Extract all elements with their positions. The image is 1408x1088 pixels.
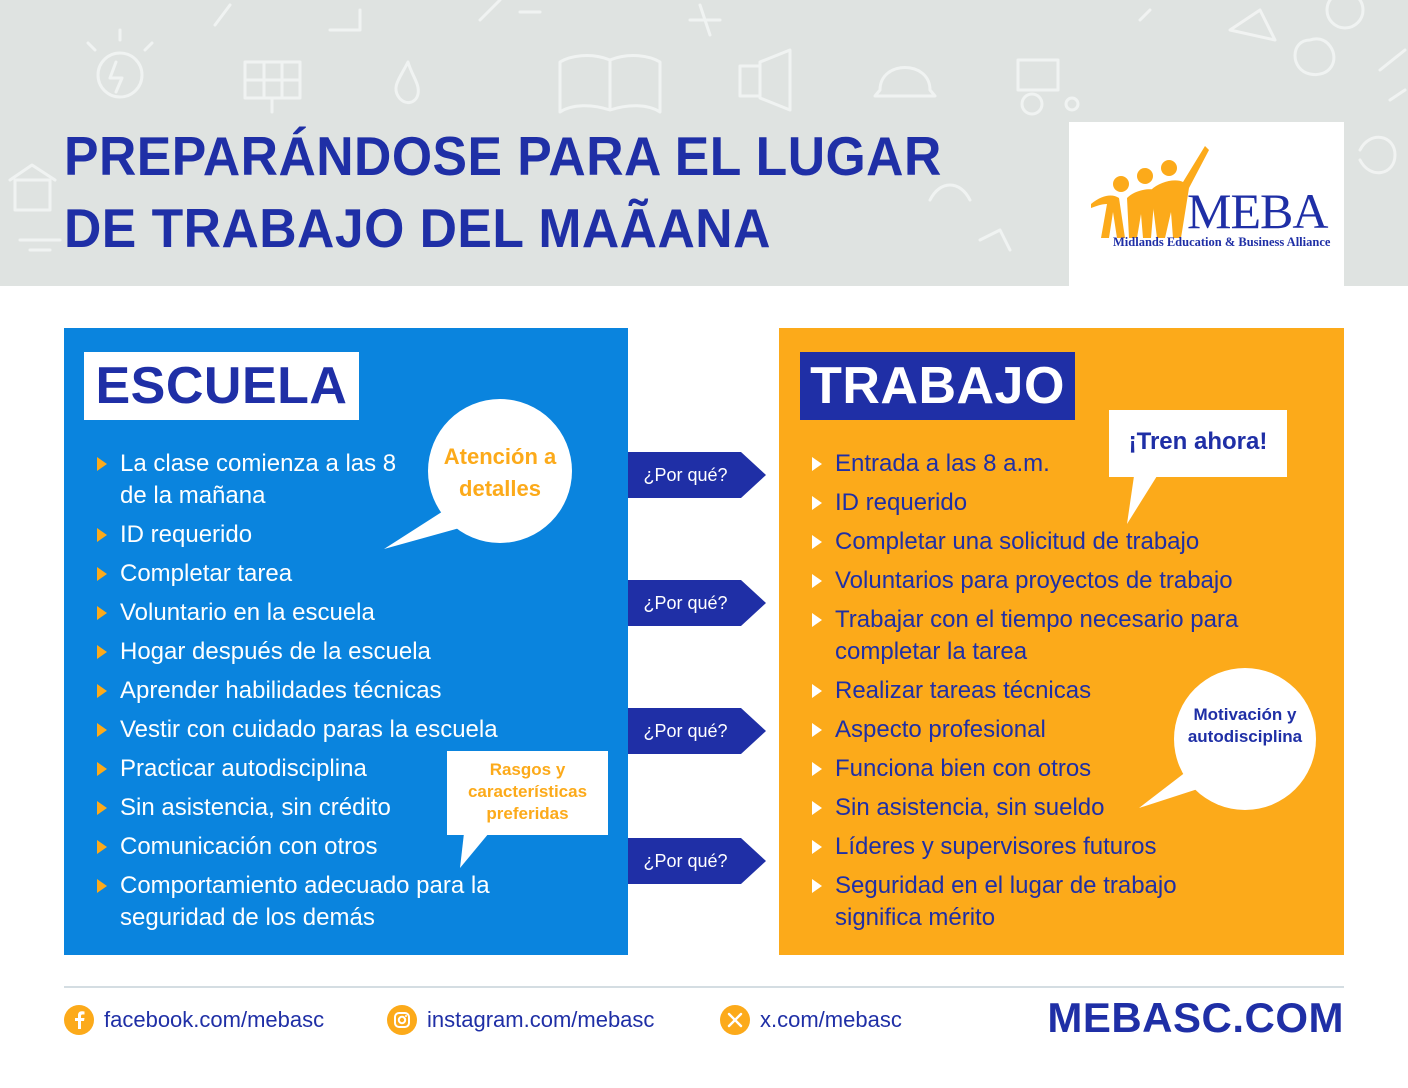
work-item: Entrada a las 8 a.m. bbox=[809, 448, 1329, 480]
school-item: Voluntario en la escuela bbox=[94, 597, 614, 629]
work-item: Sin asistencia, sin sueldo bbox=[809, 792, 1329, 824]
why-arrow-label: ¿Por qué? bbox=[643, 593, 728, 613]
school-item: Comportamiento adecuado para la seguridad de los demás bbox=[94, 870, 540, 934]
why-arrow bbox=[628, 452, 768, 498]
work-panel bbox=[779, 328, 1344, 955]
attention-callout-text: Atención a detalles bbox=[443, 444, 557, 501]
school-heading: ESCUELA bbox=[84, 352, 359, 420]
work-item: Funciona bien con otros bbox=[809, 753, 1329, 785]
work-item: Trabajar con el tiempo necesario para completar la tarea bbox=[809, 604, 1305, 668]
title-line-1: PREPARÁNDOSE PARA EL LUGAR bbox=[64, 125, 942, 187]
school-item: Comunicación con otros bbox=[94, 831, 614, 863]
header-banner bbox=[0, 0, 1408, 286]
school-item: Hogar después de la escuela bbox=[94, 636, 614, 668]
work-item: Líderes y supervisores futuros bbox=[809, 831, 1329, 863]
motivation-callout-text: Motivación y autodisciplina bbox=[1187, 705, 1303, 746]
school-item: Practicar autodisciplina bbox=[94, 753, 614, 785]
why-arrow-label: ¿Por qué? bbox=[643, 851, 728, 871]
instagram-icon bbox=[387, 1005, 417, 1035]
traits-callout-text: Rasgos y características preferidas bbox=[467, 760, 588, 823]
school-item: Vestir con cuidado paras la escuela bbox=[94, 714, 614, 746]
why-arrow bbox=[628, 838, 768, 884]
train-callout-text: ¡Tren ahora! bbox=[1128, 428, 1268, 455]
work-item: Realizar tareas técnicas bbox=[809, 675, 1329, 707]
logo-tagline: Midlands Education & Business Alliance bbox=[1113, 235, 1331, 249]
logo-wordmark: MEBA bbox=[1187, 183, 1328, 239]
why-arrow bbox=[628, 708, 768, 754]
school-item: Completar tarea bbox=[94, 558, 614, 590]
school-panel bbox=[64, 328, 628, 955]
facebook-icon bbox=[64, 1005, 94, 1035]
why-arrow-label: ¿Por qué? bbox=[643, 721, 728, 741]
x-link[interactable] bbox=[720, 1005, 902, 1035]
school-item: La clase comienza a las 8 de la mañana bbox=[94, 448, 410, 512]
work-item: Seguridad en el lugar de trabajo significa mérito bbox=[809, 870, 1255, 934]
why-arrow bbox=[628, 580, 768, 626]
traits-speech-box bbox=[64, 328, 628, 955]
x-url[interactable]: x.com/mebasc bbox=[760, 1007, 902, 1032]
facebook-link[interactable] bbox=[64, 1005, 324, 1035]
x-icon bbox=[720, 1005, 750, 1035]
why-arrow-label: ¿Por qué? bbox=[643, 465, 728, 485]
work-heading: TRABAJO bbox=[800, 352, 1075, 420]
facebook-url[interactable]: facebook.com/mebasc bbox=[104, 1007, 325, 1032]
title-line-2: DE TRABAJO DEL MAÃANA bbox=[64, 197, 771, 259]
school-item: Aprender habilidades técnicas bbox=[94, 675, 614, 707]
motivation-speech-bubble bbox=[779, 328, 1344, 955]
school-item: ID requerido bbox=[94, 519, 614, 551]
work-item: Voluntarios para proyectos de trabajo bbox=[809, 565, 1329, 597]
school-item: Sin asistencia, sin crédito bbox=[94, 792, 614, 824]
work-item: Completar una solicitud de trabajo bbox=[809, 526, 1329, 558]
website-link[interactable]: MEBASC.COM bbox=[1047, 994, 1344, 1041]
meba-logo bbox=[1069, 122, 1344, 286]
instagram-url[interactable]: instagram.com/mebasc bbox=[427, 1007, 655, 1032]
work-item: Aspecto profesional bbox=[809, 714, 1329, 746]
footer-divider bbox=[64, 986, 1344, 988]
work-item: ID requerido bbox=[809, 487, 1329, 519]
page-title bbox=[64, 120, 985, 264]
instagram-link[interactable] bbox=[387, 1005, 654, 1035]
